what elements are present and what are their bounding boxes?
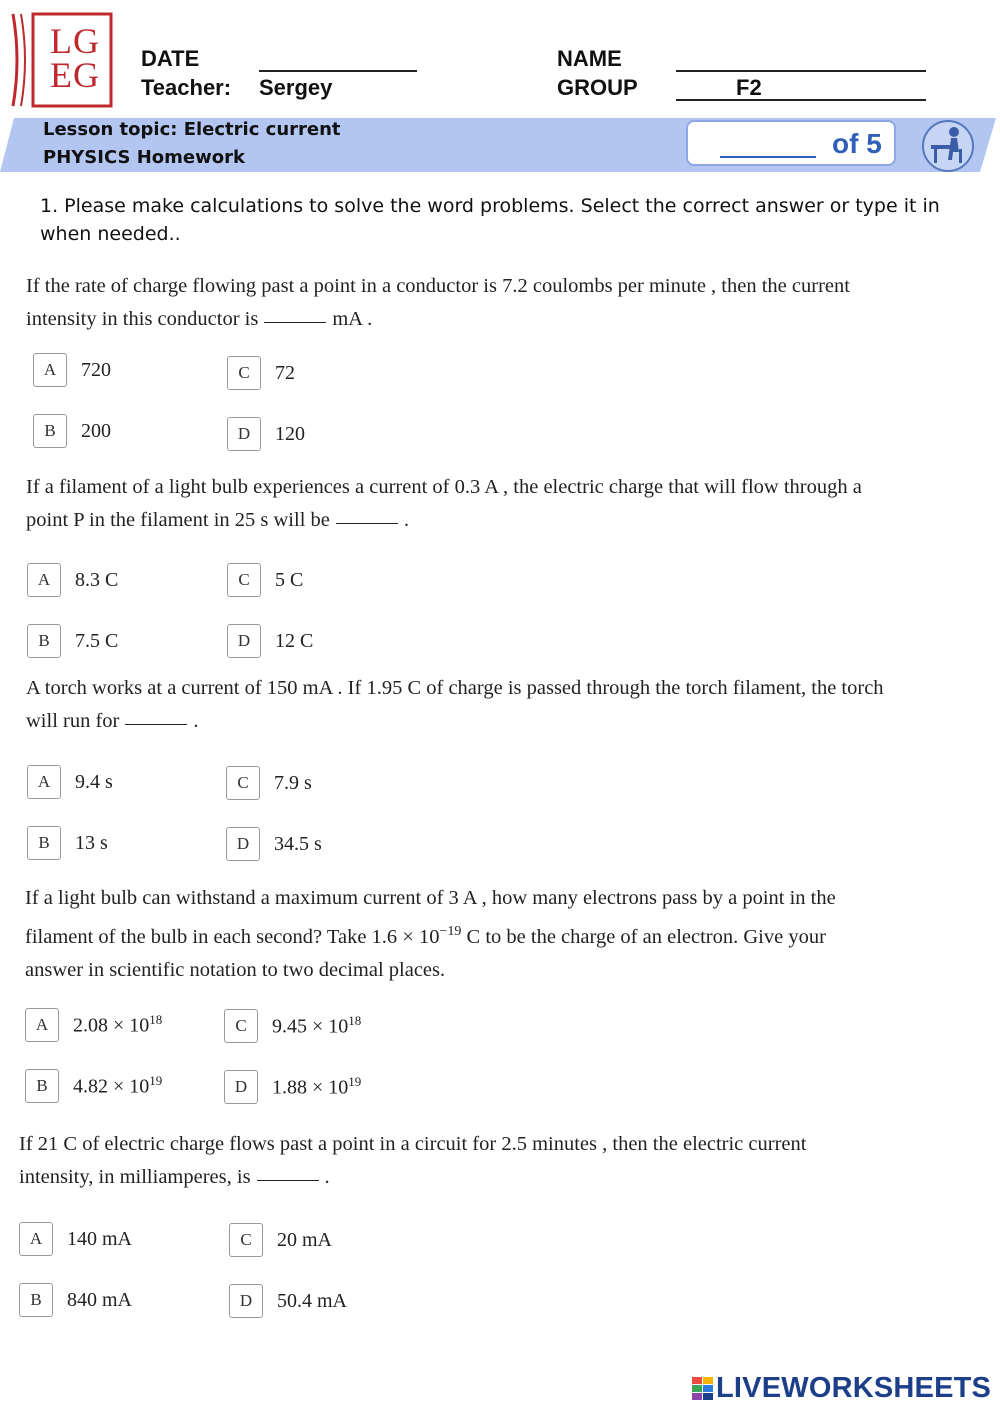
question-1-unit: mA . (332, 308, 373, 330)
school-logo (11, 12, 113, 108)
question-4 (25, 882, 985, 987)
option-letter: A (19, 1222, 53, 1256)
option-text: 50.4 mA (277, 1289, 347, 1312)
option-text (272, 1013, 361, 1039)
option-text: 720 (81, 358, 111, 381)
question-1-line2 (26, 303, 986, 336)
question-1-line1: If the rate of charge flowing past a point in a conductor is 7.2 coulombs per minute , then the current (26, 275, 850, 297)
question-1-blank[interactable] (264, 322, 326, 323)
option-base: 9.45 × 10 (272, 1015, 349, 1038)
name-field[interactable] (676, 70, 926, 72)
lesson-topic: Lesson topic: Electric current (43, 119, 341, 140)
option-text: 9.4 s (75, 770, 113, 793)
option-text: 140 mA (67, 1227, 132, 1250)
question-3-blank[interactable] (125, 724, 187, 725)
q5-option-c[interactable] (229, 1222, 332, 1258)
teacher-name: Sergey (259, 75, 333, 100)
option-letter: A (25, 1008, 59, 1042)
score-blank (720, 156, 816, 158)
option-base: 4.82 × 10 (73, 1075, 150, 1098)
q3-option-c[interactable] (226, 765, 312, 801)
option-letter: D (224, 1070, 258, 1104)
option-letter: A (27, 563, 61, 597)
question-4-text-end: C to be the charge of an electron. Give your (461, 925, 826, 948)
option-text (73, 1073, 162, 1099)
brand-name: LIVEWORKSHEETS (716, 1372, 992, 1404)
option-letter: A (27, 765, 61, 799)
option-letter: A (33, 353, 67, 387)
option-text (73, 1012, 162, 1038)
date-label: DATE (141, 46, 200, 71)
q1-option-a[interactable] (33, 352, 111, 388)
option-letter: B (19, 1283, 53, 1317)
question-4-text: filament of the bulb in each second? Take 1.6 × 10 (25, 925, 440, 948)
option-base: 2.08 × 10 (73, 1014, 150, 1037)
option-text: 72 (275, 361, 295, 384)
q3-option-b[interactable] (27, 825, 108, 861)
logo-text: LG EG (50, 21, 100, 95)
option-text: 13 s (75, 831, 108, 854)
option-text: 200 (81, 419, 111, 442)
q4-option-b[interactable] (25, 1068, 162, 1104)
question-1-text: intensity in this conductor is (26, 308, 259, 330)
question-5-blank[interactable] (257, 1180, 319, 1181)
q1-option-c[interactable] (227, 355, 295, 391)
teacher-label: Teacher: (141, 75, 232, 100)
question-4-line2 (25, 915, 985, 954)
question-3-end: . (193, 710, 199, 732)
option-letter: D (226, 827, 260, 861)
option-letter: B (27, 826, 61, 860)
option-text: 20 mA (277, 1228, 332, 1251)
group-field[interactable] (676, 99, 926, 101)
score-total: of 5 (832, 128, 882, 159)
option-text: 5 C (275, 568, 304, 591)
option-letter: B (25, 1069, 59, 1103)
question-4-line3: answer in scientific notation to two decimal places. (25, 958, 446, 981)
option-exponent: 19 (149, 1073, 163, 1089)
q5-option-b[interactable] (19, 1282, 132, 1318)
question-1 (26, 270, 986, 336)
question-2-line1: If a filament of a light bulb experiences a current of 0.3 A , the electric charge that will flow through a (26, 476, 862, 498)
subject-title: PHYSICS Homework (43, 147, 245, 168)
question-3-text: will run for (26, 710, 120, 732)
q3-option-a[interactable] (27, 764, 113, 800)
q5-option-d[interactable] (229, 1283, 347, 1319)
date-field[interactable] (259, 70, 417, 72)
option-letter: D (227, 624, 261, 658)
score-box (686, 120, 896, 166)
option-exponent: 18 (348, 1013, 362, 1029)
option-exponent: 18 (149, 1012, 163, 1028)
instruction-text: 1. Please make calculations to solve the word problems. Select the correct answer or type it in when needed.. (40, 195, 940, 245)
q3-option-d[interactable] (226, 826, 322, 862)
liveworksheets-logo-icon (692, 1377, 714, 1401)
option-text: 7.5 C (75, 629, 119, 652)
q4-option-d[interactable] (224, 1069, 361, 1105)
option-letter: B (27, 624, 61, 658)
option-letter: B (33, 414, 67, 448)
question-4-line1: If a light bulb can withstand a maximum current of 3 A , how many electrons pass by a point in the (25, 887, 836, 909)
option-text: 840 mA (67, 1288, 132, 1311)
option-text: 120 (275, 422, 305, 445)
question-2-blank[interactable] (336, 523, 398, 524)
q1-option-d[interactable] (227, 416, 305, 452)
q1-option-b[interactable] (33, 413, 111, 449)
group-value: F2 (736, 75, 762, 100)
q2-option-a[interactable] (27, 562, 118, 598)
option-letter: C (227, 356, 261, 390)
question-5-line1: If 21 C of electric charge flows past a point in a circuit for 2.5 minutes , then the electric current (19, 1133, 807, 1155)
student-desk-icon (921, 119, 975, 173)
option-letter: C (229, 1223, 263, 1257)
question-4-exponent: −19 (439, 924, 462, 939)
question-2-end: . (403, 509, 409, 531)
question-5-text: intensity, in milliamperes, is (19, 1166, 251, 1188)
q2-option-c[interactable] (227, 562, 303, 598)
name-label: NAME (557, 46, 622, 71)
option-letter: C (227, 563, 261, 597)
option-text (272, 1074, 361, 1100)
question-3-line1: A torch works at a current of 150 mA . If 1.95 C of charge is passed through the torch filament, the torch (26, 677, 884, 699)
question-2-line2 (26, 504, 986, 537)
option-text: 34.5 s (274, 832, 322, 855)
q4-option-c[interactable] (224, 1008, 361, 1044)
question-5 (19, 1128, 979, 1194)
option-letter: D (227, 417, 261, 451)
question-2-text: point P in the filament in 25 s will be (26, 509, 330, 531)
group-label: GROUP (557, 75, 638, 100)
option-exponent: 19 (348, 1074, 362, 1090)
question-5-line2 (19, 1161, 979, 1194)
option-text: 8.3 C (75, 568, 119, 591)
option-text: 12 C (275, 629, 314, 652)
option-base: 1.88 × 10 (272, 1076, 349, 1099)
q2-option-d[interactable] (227, 623, 313, 659)
option-text: 7.9 s (274, 771, 312, 794)
option-letter: C (226, 766, 260, 800)
option-letter: C (224, 1009, 258, 1043)
question-5-end: . (324, 1166, 330, 1188)
question-3 (26, 672, 1000, 738)
q4-option-a[interactable] (25, 1007, 162, 1043)
option-letter: D (229, 1284, 263, 1318)
question-2 (26, 471, 986, 537)
q5-option-a[interactable] (19, 1221, 132, 1257)
question-3-line2 (26, 705, 1000, 738)
q2-option-b[interactable] (27, 623, 118, 659)
